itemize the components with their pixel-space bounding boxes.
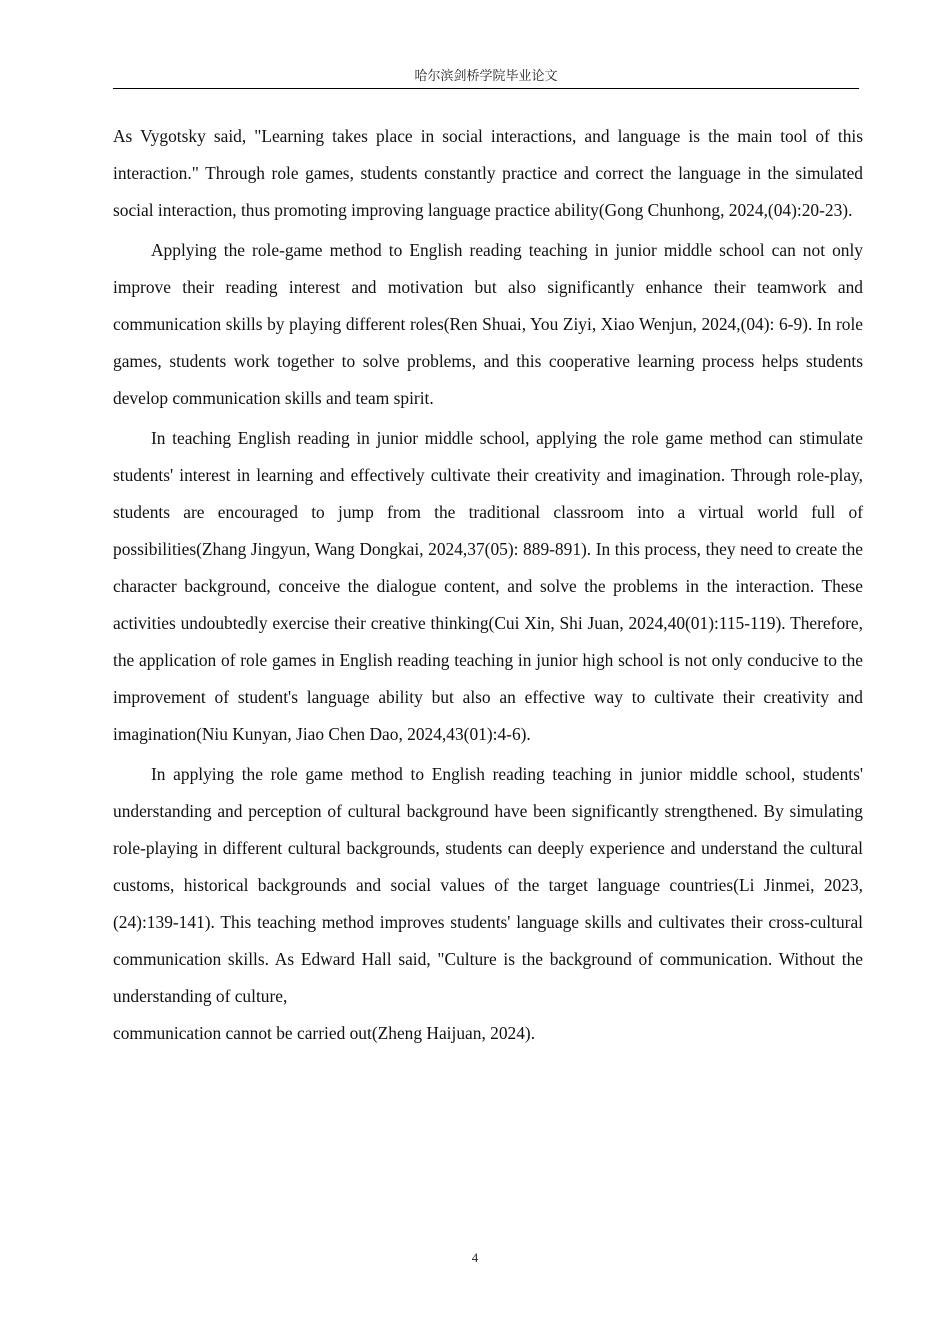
paragraph-teamwork: Applying the role-game method to English reading teaching in junior middle school can not only improve their reading interest and motivation but also significantly enhance their teamwork and communication skills by playing different roles(Ren Shuai, You Ziyi, Xiao Wenjun, 2024,(04): 6-9). In role games, students work together to solve problems, and this cooperative learning process helps students develop communication skills and team spirit. xyxy=(113,240,863,408)
paragraph-culture-body: In applying the role game method to English reading teaching in junior middle school, students' understanding and perception of cultural background have been significantly strengthened. By simulating role-playing in different cultural backgrounds, students can deeply experience and understand the cultural customs, historical backgrounds and social values of the target language countries(Li Jinmei, 2023,(24):139-141). This teaching method improves students' language skills and cultivates their cross-cultural communication skills. As Edward Hall said, "Culture is the background of communication. Without the understanding of culture, xyxy=(113,764,863,1006)
paragraph-creativity: In teaching English reading in junior middle school, applying the role game method can stimulate students' interest in learning and effectively cultivate their creativity and imagination. Through role-play, students are encouraged to jump from the traditional classroom into a virtual world full of possibilities(Zhang Jingyun, Wang Dongkai, 2024,37(05): 889-891). In this process, they need to create the character background, conceive the dialogue content, and solve the problems in the interaction. These activities undoubtedly exercise their creative thinking(Cui Xin, Shi Juan, 2024,40(01):115-119). Therefore, the application of role games in English reading teaching in junior high school is not only conducive to the improvement of student's language ability but also an effective way to cultivate their creativity and imagination(Niu Kunyan, Jiao Chen Dao, 2024,43(01):4-6). xyxy=(113,428,863,744)
paragraph-vygotsky: As Vygotsky said, "Learning takes place in social interactions, and language is the main tool of this interaction." Through role games, students constantly practice and correct the language in the simulated social interaction, thus promoting improving language practice ability(Gong Chunhong, 2024,(04):20-23). xyxy=(113,126,863,220)
header-title: 哈尔滨剑桥学院毕业论文 xyxy=(414,68,558,83)
paragraph-culture xyxy=(113,756,863,1052)
document-body xyxy=(113,118,863,1055)
page-number: 4 xyxy=(471,1250,479,1265)
page-header xyxy=(113,66,859,89)
paragraph-culture-tail: communication cannot be carried out(Zheng Haijuan, 2024). xyxy=(113,1023,536,1043)
